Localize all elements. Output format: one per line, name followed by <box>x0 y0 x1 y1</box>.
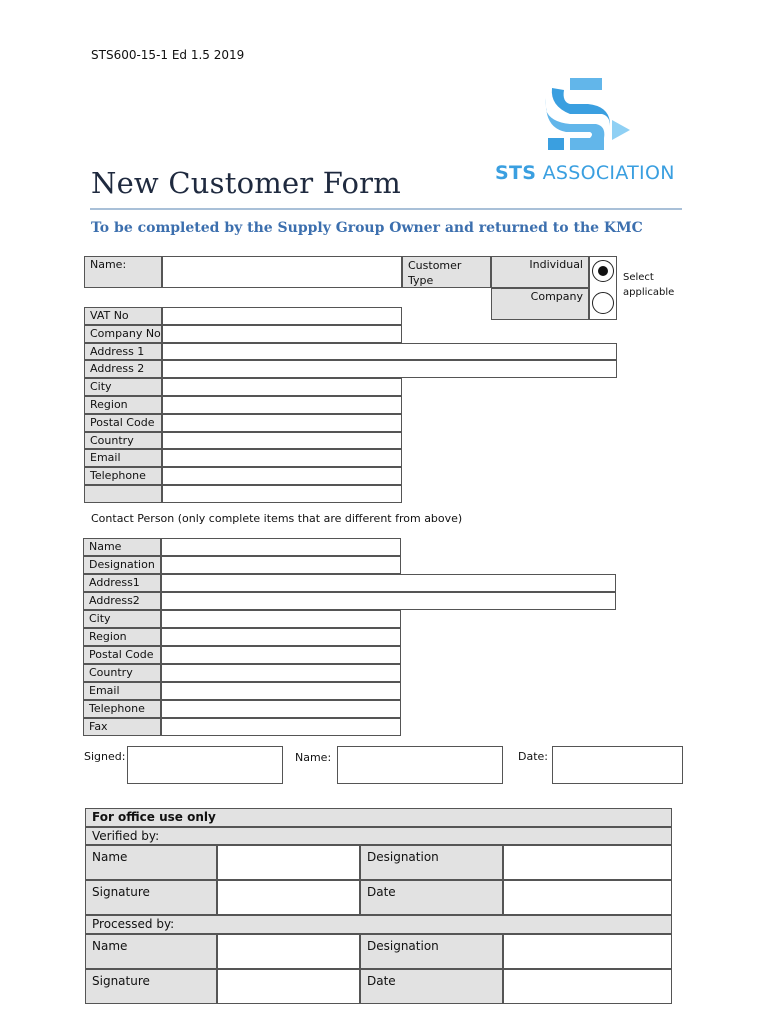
customer-telephone-field[interactable] <box>162 467 402 485</box>
contact-address2-field[interactable] <box>161 592 616 610</box>
contact-fax-field[interactable] <box>161 718 401 736</box>
processed-name-field[interactable] <box>217 934 360 969</box>
customer-blank-label <box>84 485 162 503</box>
contact-country-label: Country <box>83 664 161 682</box>
customer-company-no-field[interactable] <box>162 325 402 343</box>
customer-postal-code-field[interactable] <box>162 414 402 432</box>
company-label: Company <box>491 288 589 320</box>
processed-date-label: Date <box>360 969 503 1004</box>
customer-type-label: Customer Type <box>402 256 491 288</box>
signature-field[interactable] <box>127 746 283 784</box>
contact-address1-label: Address1 <box>83 574 161 592</box>
contact-telephone-field[interactable] <box>161 700 401 718</box>
document-id: STS600-15-1 Ed 1.5 2019 <box>91 48 245 62</box>
contact-address1-field[interactable] <box>161 574 616 592</box>
sts-logo-icon <box>540 76 636 156</box>
contact-city-field[interactable] <box>161 610 401 628</box>
name-label: Name: <box>84 256 162 288</box>
radio-selected-dot <box>598 266 608 276</box>
select-applicable-note: Select applicable <box>623 272 675 298</box>
customer-address-1-label: Address 1 <box>84 343 162 361</box>
verified-date-label: Date <box>360 880 503 915</box>
page-subtitle: To be completed by the Supply Group Owner and returned to the KMC <box>91 220 643 236</box>
verified-signature-label: Signature <box>85 880 217 915</box>
individual-label: Individual <box>491 256 589 288</box>
sign-date-label: Date: <box>518 750 548 763</box>
verified-signature-field[interactable] <box>217 880 360 915</box>
verified-designation-label: Designation <box>360 845 503 880</box>
customer-name-field[interactable] <box>162 256 402 288</box>
contact-telephone-label: Telephone <box>83 700 161 718</box>
customer-address-1-field[interactable] <box>162 343 617 361</box>
processed-by-label: Processed by: <box>85 915 672 934</box>
brand-bold: STS <box>495 162 537 184</box>
customer-vat-no-label: VAT No <box>84 307 162 325</box>
contact-name-field[interactable] <box>161 538 401 556</box>
verified-name-field[interactable] <box>217 845 360 880</box>
processed-designation-label: Designation <box>360 934 503 969</box>
page-title: New Customer Form <box>91 166 401 200</box>
customer-city-field[interactable] <box>162 378 402 396</box>
customer-address-2-label: Address 2 <box>84 360 162 378</box>
contact-postal-code-field[interactable] <box>161 646 401 664</box>
customer-company-no-label: Company No <box>84 325 162 343</box>
customer-vat-no-field[interactable] <box>162 307 402 325</box>
contact-designation-field[interactable] <box>161 556 401 574</box>
sign-name-field[interactable] <box>337 746 503 784</box>
contact-postal-code-label: Postal Code <box>83 646 161 664</box>
customer-region-field[interactable] <box>162 396 402 414</box>
sign-date-field[interactable] <box>552 746 683 784</box>
processed-signature-field[interactable] <box>217 969 360 1004</box>
processed-signature-label: Signature <box>85 969 217 1004</box>
signed-label: Signed: <box>84 750 126 763</box>
customer-postal-code-label: Postal Code <box>84 414 162 432</box>
contact-email-label: Email <box>83 682 161 700</box>
contact-city-label: City <box>83 610 161 628</box>
company-radio[interactable] <box>592 292 614 314</box>
title-divider <box>90 208 682 210</box>
verified-designation-field[interactable] <box>503 845 672 880</box>
processed-date-field[interactable] <box>503 969 672 1004</box>
contact-country-field[interactable] <box>161 664 401 682</box>
brand-name <box>495 162 675 184</box>
contact-email-field[interactable] <box>161 682 401 700</box>
verified-name-label: Name <box>85 845 217 880</box>
verified-by-label: Verified by: <box>85 827 672 845</box>
verified-date-field[interactable] <box>503 880 672 915</box>
contact-address2-label: Address2 <box>83 592 161 610</box>
processed-designation-field[interactable] <box>503 934 672 969</box>
customer-city-label: City <box>84 378 162 396</box>
customer-country-label: Country <box>84 432 162 450</box>
contact-region-label: Region <box>83 628 161 646</box>
contact-fax-label: Fax <box>83 718 161 736</box>
customer-region-label: Region <box>84 396 162 414</box>
customer-telephone-label: Telephone <box>84 467 162 485</box>
contact-designation-label: Designation <box>83 556 161 574</box>
contact-name-label: Name <box>83 538 161 556</box>
customer-email-label: Email <box>84 449 162 467</box>
customer-address-2-field[interactable] <box>162 360 617 378</box>
contact-region-field[interactable] <box>161 628 401 646</box>
customer-blank-field[interactable] <box>162 485 402 503</box>
individual-radio[interactable] <box>592 260 614 282</box>
contact-heading: Contact Person (only complete items that are different from above) <box>91 512 463 525</box>
brand-rest: ASSOCIATION <box>536 162 675 184</box>
customer-email-field[interactable] <box>162 449 402 467</box>
processed-name-label: Name <box>85 934 217 969</box>
sign-name-label: Name: <box>295 751 332 764</box>
customer-country-field[interactable] <box>162 432 402 450</box>
office-use-heading: For office use only <box>85 808 672 827</box>
